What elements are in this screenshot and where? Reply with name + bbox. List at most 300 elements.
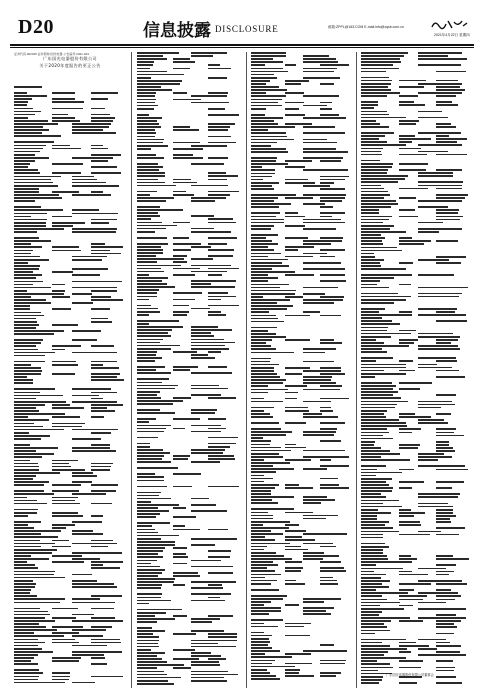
table-cell-text: [251, 567, 267, 569]
table-cell-text: [399, 660, 423, 662]
table-cell-text: [251, 543, 290, 545]
table-cell-text: [251, 99, 282, 101]
table-cell-text: [361, 166, 392, 168]
table-cell-text: [14, 342, 41, 344]
table-cell-text: [72, 447, 110, 449]
table-cell-text: [137, 197, 174, 199]
table-cell-text: [14, 246, 42, 248]
table-cell-text: [251, 68, 283, 70]
table-cell-text: [14, 157, 49, 159]
table-cell-text: [137, 492, 161, 494]
table-cell-text: [436, 240, 457, 242]
table-cell-text: [251, 549, 264, 551]
table-cell-text: [173, 458, 188, 460]
table-cell-text: [418, 592, 458, 594]
table-cell-text: [137, 335, 171, 337]
table-cell-text: [399, 667, 422, 669]
table-cell-text: [208, 292, 228, 294]
table-cell-text: [72, 259, 102, 261]
table-cell-text: [137, 80, 182, 82]
table-cell-text: [91, 546, 108, 548]
table-cell-text: [251, 428, 281, 430]
table-cell-text: [137, 646, 159, 648]
table-cell-text: [251, 339, 272, 341]
table-cell-text: [14, 672, 43, 674]
table-cell-text: [72, 228, 118, 230]
table-cell-text: [191, 630, 224, 632]
table-cell-text: [91, 321, 113, 323]
table-cell-text: [303, 610, 327, 612]
table-cell-text: [436, 642, 450, 644]
table-cell-text: [137, 108, 154, 110]
table-cell-text: [399, 620, 423, 622]
table-cell-text: [14, 536, 58, 538]
table-cell-text: [418, 185, 463, 187]
table-cell-text: [52, 512, 77, 514]
table-cell-text: [361, 472, 402, 474]
table-cell-text: [436, 126, 456, 128]
table-cell-text: [137, 179, 158, 181]
table-cell-text: [137, 661, 167, 663]
table-cell-text: [361, 311, 379, 313]
table-cell-text: [52, 515, 83, 517]
table-cell-text: [14, 497, 27, 499]
table-cell-text: [52, 524, 75, 526]
table-cell-text: [191, 335, 215, 337]
table-cell-text: [361, 531, 399, 533]
table-cell-text: [361, 456, 381, 458]
table-cell-text: [251, 456, 283, 458]
table-cell-text: [14, 475, 36, 477]
table-cell-text: [191, 345, 225, 347]
table-cell-text: [191, 231, 232, 233]
table-cell-text: [251, 604, 264, 606]
table-cell-text: [191, 394, 221, 396]
table-cell-text: [52, 246, 79, 248]
table-cell-text: [191, 145, 227, 147]
table-cell-text: [14, 466, 39, 468]
table-cell-text: [14, 660, 31, 662]
table-cell-text: [320, 206, 333, 208]
table-cell-text: [418, 314, 467, 316]
table-cell-text: [91, 503, 112, 505]
table-cell-text: [436, 413, 451, 415]
table-cell-text: [418, 580, 462, 582]
table-cell-text: [418, 181, 464, 183]
table-cell-text: [361, 404, 397, 406]
table-cell-text: [173, 61, 196, 63]
table-cell-text: [251, 382, 283, 384]
table-cell-text: [137, 209, 183, 211]
table-cell-text: [361, 633, 375, 635]
table-cell-text: [137, 633, 153, 635]
table-cell-text: [137, 268, 161, 270]
table-cell-text: [251, 530, 271, 532]
table-cell-text: [361, 670, 378, 672]
table-cell-text: [361, 425, 407, 427]
table-cell-text: [303, 376, 332, 378]
table-cell-text: [137, 501, 151, 503]
table-cell-text: [137, 342, 160, 344]
table-cell-text: [399, 237, 412, 239]
table-cell-text: [436, 212, 458, 214]
table-cell-text: [52, 500, 74, 502]
table-cell-text: [14, 447, 58, 449]
table-cell-text: [303, 601, 324, 603]
table-cell-text: [91, 407, 108, 409]
table-cell-text: [436, 515, 456, 517]
table-cell-text: [399, 589, 414, 591]
table-cell-text: [137, 391, 160, 393]
table-cell-text: [320, 561, 342, 563]
table-cell-text: [137, 428, 166, 430]
table-cell-text: [137, 569, 165, 571]
table-cell-text: [436, 169, 461, 171]
table-cell-text: [361, 336, 391, 338]
table-cell-text: [361, 364, 406, 366]
table-cell-text: [361, 667, 393, 669]
table-cell-text: [251, 206, 279, 208]
table-cell-text: [208, 314, 226, 316]
table-cell-text: [436, 626, 457, 628]
table-cell-text: [52, 555, 82, 557]
table-cell-text: [361, 253, 374, 255]
table-cell-text: [14, 271, 33, 273]
table-cell-text: [303, 450, 346, 452]
table-cell-text: [320, 422, 346, 424]
masthead-rule-thin: [10, 47, 474, 48]
table-cell-text: [399, 370, 415, 372]
table-cell-text: [137, 237, 167, 239]
table-cell-text: [137, 418, 156, 420]
table-cell-text: [208, 157, 228, 159]
table-cell-text: [361, 435, 383, 437]
table-cell-text: [399, 558, 417, 560]
table-cell-text: [285, 669, 300, 671]
table-cell-text: [52, 608, 77, 610]
table-cell-text: [137, 265, 181, 267]
table-cell-text: [436, 481, 463, 483]
table-cell-text: [137, 139, 164, 141]
table-cell-text: [173, 179, 191, 181]
table-cell-text: [52, 632, 79, 634]
announcement-codes: 证券代码:002045 证券简称:国光电器 公告编号:2021-043: [14, 52, 89, 56]
table-cell-text: [52, 497, 78, 499]
table-cell-text: [251, 401, 283, 403]
table-cell-text: [361, 148, 383, 150]
table-cell-text: [320, 478, 338, 480]
table-cell-text: [399, 574, 428, 576]
table-cell-text: [137, 486, 167, 488]
table-cell-text: [361, 138, 379, 140]
table-cell-text: [137, 630, 165, 632]
table-cell-text: [399, 169, 426, 171]
table-cell-text: [251, 666, 295, 668]
table-cell-text: [208, 175, 238, 177]
table-cell-text: [320, 428, 338, 430]
table-cell-text: [361, 401, 408, 403]
table-cell-text: [14, 401, 66, 403]
table-cell-text: [436, 645, 461, 647]
table-cell-text: [52, 540, 69, 542]
table-cell-text: [137, 212, 158, 214]
table-cell-text: [191, 357, 215, 359]
table-cell-text: [251, 552, 276, 554]
table-cell-text: [14, 250, 33, 252]
table-cell-text: [361, 135, 385, 137]
table-cell-text: [14, 561, 27, 563]
table-cell-text: [418, 568, 447, 570]
table-cell-text: [399, 605, 413, 607]
table-cell-text: [285, 570, 300, 572]
table-cell-text: [399, 515, 414, 517]
table-cell-text: [436, 435, 464, 437]
table-cell-text: [361, 503, 383, 505]
table-cell-text: [14, 419, 49, 421]
table-cell-text: [436, 320, 467, 322]
table-cell-text: [361, 95, 387, 97]
table-cell-text: [361, 126, 389, 128]
table-cell-text: [208, 255, 233, 257]
table-cell-text: [361, 58, 400, 60]
table-cell-text: [251, 203, 291, 205]
table-cell-text: [303, 434, 335, 436]
table-cell-text: [52, 672, 70, 674]
table-cell-text: [320, 197, 345, 199]
table-cell-text: [361, 407, 395, 409]
table-cell-text: [361, 302, 394, 304]
table-cell-text: [320, 373, 345, 375]
table-cell-text: [137, 83, 180, 85]
table-cell-text: [91, 345, 115, 347]
table-cell-text: [361, 262, 380, 264]
table-cell-text: [361, 465, 386, 467]
table-cell-text: [361, 481, 386, 483]
table-cell-text: [285, 197, 313, 199]
table-cell-text: [251, 471, 276, 473]
table-cell-text: [251, 352, 294, 354]
table-cell-text: [361, 543, 385, 545]
table-cell-text: [91, 191, 104, 193]
table-cell-text: [208, 249, 234, 251]
table-cell-text: [72, 533, 104, 535]
table-cell-text: [285, 80, 308, 82]
table-cell-text: [191, 674, 238, 676]
table-cell-text: [251, 536, 265, 538]
table-cell-text: [436, 101, 452, 103]
table-cell-text: [91, 253, 121, 255]
table-cell-text: [251, 422, 279, 424]
table-cell-text: [251, 444, 270, 446]
table-cell-text: [72, 438, 101, 440]
table-cell-text: [251, 176, 272, 178]
table-cell-text: [137, 636, 159, 638]
table-cell-text: [251, 345, 271, 347]
table-cell-text: [418, 465, 466, 467]
table-cell-text: [251, 55, 286, 57]
table-cell-text: [14, 635, 64, 637]
table-cell-text: [436, 197, 465, 199]
table-cell-text: [91, 299, 123, 301]
table-cell-text: [173, 667, 192, 669]
table-cell-text: [361, 552, 383, 554]
table-cell-text: [418, 407, 442, 409]
table-cell-text: [91, 404, 123, 406]
table-cell-text: [436, 450, 455, 452]
table-cell-text: [285, 546, 301, 548]
table-cell-text: [418, 493, 460, 495]
table-cell-text: [14, 654, 38, 656]
table-cell-text: [251, 166, 262, 168]
table-cell-text: [251, 437, 263, 439]
table-cell-text: [137, 182, 165, 184]
table-cell-text: [91, 463, 113, 465]
table-cell-text: [137, 544, 175, 546]
table-cell-text: [137, 345, 180, 347]
table-cell-text: [52, 660, 79, 662]
table-cell-text: [72, 123, 111, 125]
column-4: [361, 52, 471, 688]
table-cell-text: [361, 682, 379, 684]
table-cell-text: [208, 222, 235, 224]
table-cell-text: [137, 286, 175, 288]
table-cell-text: [208, 305, 238, 307]
table-cell-text: [191, 283, 211, 285]
table-cell-text: [137, 105, 158, 107]
table-cell-text: [320, 108, 332, 110]
table-cell-text: [173, 148, 204, 150]
table-cell-text: [14, 172, 40, 174]
table-cell-text: [137, 535, 179, 537]
table-cell-text: [14, 114, 35, 116]
table-cell-text: [361, 568, 403, 570]
table-cell-text: [173, 633, 196, 635]
table-cell-text: [137, 222, 162, 224]
table-cell-text: [251, 481, 264, 483]
table-cell-text: [361, 595, 382, 597]
table-cell-text: [361, 77, 389, 79]
table-cell-text: [91, 172, 121, 174]
table-cell-text: [208, 77, 227, 79]
table-cell-text: [320, 583, 338, 585]
table-cell-text: [191, 246, 212, 248]
table-cell-text: [137, 658, 162, 660]
table-cell-text: [361, 52, 408, 54]
table-cell-text: [251, 416, 273, 418]
table-cell-text: [191, 52, 227, 54]
table-cell-text: [361, 345, 409, 347]
column-1: [14, 52, 126, 688]
table-cell-text: [285, 487, 313, 489]
table-cell-text: [137, 655, 157, 657]
table-cell-text: [191, 95, 228, 97]
table-cell-text: [251, 589, 279, 591]
table-cell-text: [72, 287, 118, 289]
table-cell-text: [52, 172, 81, 174]
table-cell-text: [303, 148, 336, 150]
section-title: 信息披露: [143, 21, 211, 41]
table-cell-text: [137, 529, 155, 531]
table-cell-text: [137, 615, 155, 617]
table-cell-text: [303, 401, 331, 403]
table-cell-text: [303, 650, 348, 652]
table-cell-text: [72, 602, 116, 604]
table-cell-text: [361, 459, 410, 461]
table-cell-text: [137, 123, 159, 125]
table-cell-text: [72, 558, 100, 560]
table-cell-text: [14, 126, 43, 128]
table-cell-text: [361, 515, 377, 517]
table-cell-text: [303, 61, 339, 63]
table-cell-text: [361, 181, 398, 183]
table-cell-text: [418, 111, 442, 113]
table-cell-text: [251, 86, 279, 88]
table-cell-text: [52, 349, 64, 351]
table-cell-text: [72, 521, 102, 523]
table-cell-text: [52, 527, 65, 529]
table-cell-text: [320, 580, 337, 582]
table-cell-text: [303, 219, 342, 221]
table-cell-text: [361, 89, 391, 91]
table-cell-text: [91, 484, 119, 486]
table-cell-text: [208, 443, 236, 445]
table-cell-text: [137, 431, 164, 433]
table-cell-text: [251, 240, 272, 242]
table-cell-text: [173, 397, 191, 399]
table-cell-text: [191, 544, 215, 546]
table-cell-text: [208, 458, 234, 460]
table-cell-text: [52, 416, 80, 418]
table-cell-text: [285, 536, 302, 538]
table-cell-text: [14, 86, 42, 88]
table-cell-text: [303, 607, 334, 609]
table-cell-text: [285, 225, 305, 227]
table-cell-text: [137, 271, 164, 273]
table-cell-text: [361, 212, 379, 214]
table-cell-text: [361, 630, 390, 632]
table-cell-text: [52, 284, 65, 286]
table-cell-text: [14, 194, 59, 196]
table-cell-text: [14, 460, 30, 462]
table-cell-text: [251, 364, 279, 366]
table-cell-text: [173, 516, 196, 518]
table-cell-text: [173, 473, 201, 475]
table-cell-text: [52, 308, 71, 310]
table-cell-text: [361, 527, 393, 529]
table-cell-text: [361, 453, 400, 455]
table-cell-text: [361, 577, 381, 579]
table-cell-text: [208, 126, 230, 128]
table-cell-text: [399, 512, 425, 514]
table-cell-text: [14, 416, 28, 418]
table-cell-text: [208, 633, 237, 635]
table-cell-text: [251, 533, 283, 535]
table-cell-text: [173, 351, 198, 353]
table-cell-text: [191, 593, 231, 595]
table-cell-text: [251, 610, 281, 612]
table-cell-text: [251, 243, 278, 245]
table-cell-text: [137, 114, 149, 116]
table-cell-text: [436, 154, 466, 156]
table-cell-text: [14, 117, 28, 119]
table-cell-text: [436, 670, 454, 672]
table-cell-text: [191, 286, 236, 288]
table-cell-text: [52, 617, 75, 619]
table-cell-text: [285, 92, 303, 94]
table-cell-text: [91, 114, 111, 116]
table-cell-text: [137, 166, 163, 168]
table-cell-text: [137, 618, 175, 620]
